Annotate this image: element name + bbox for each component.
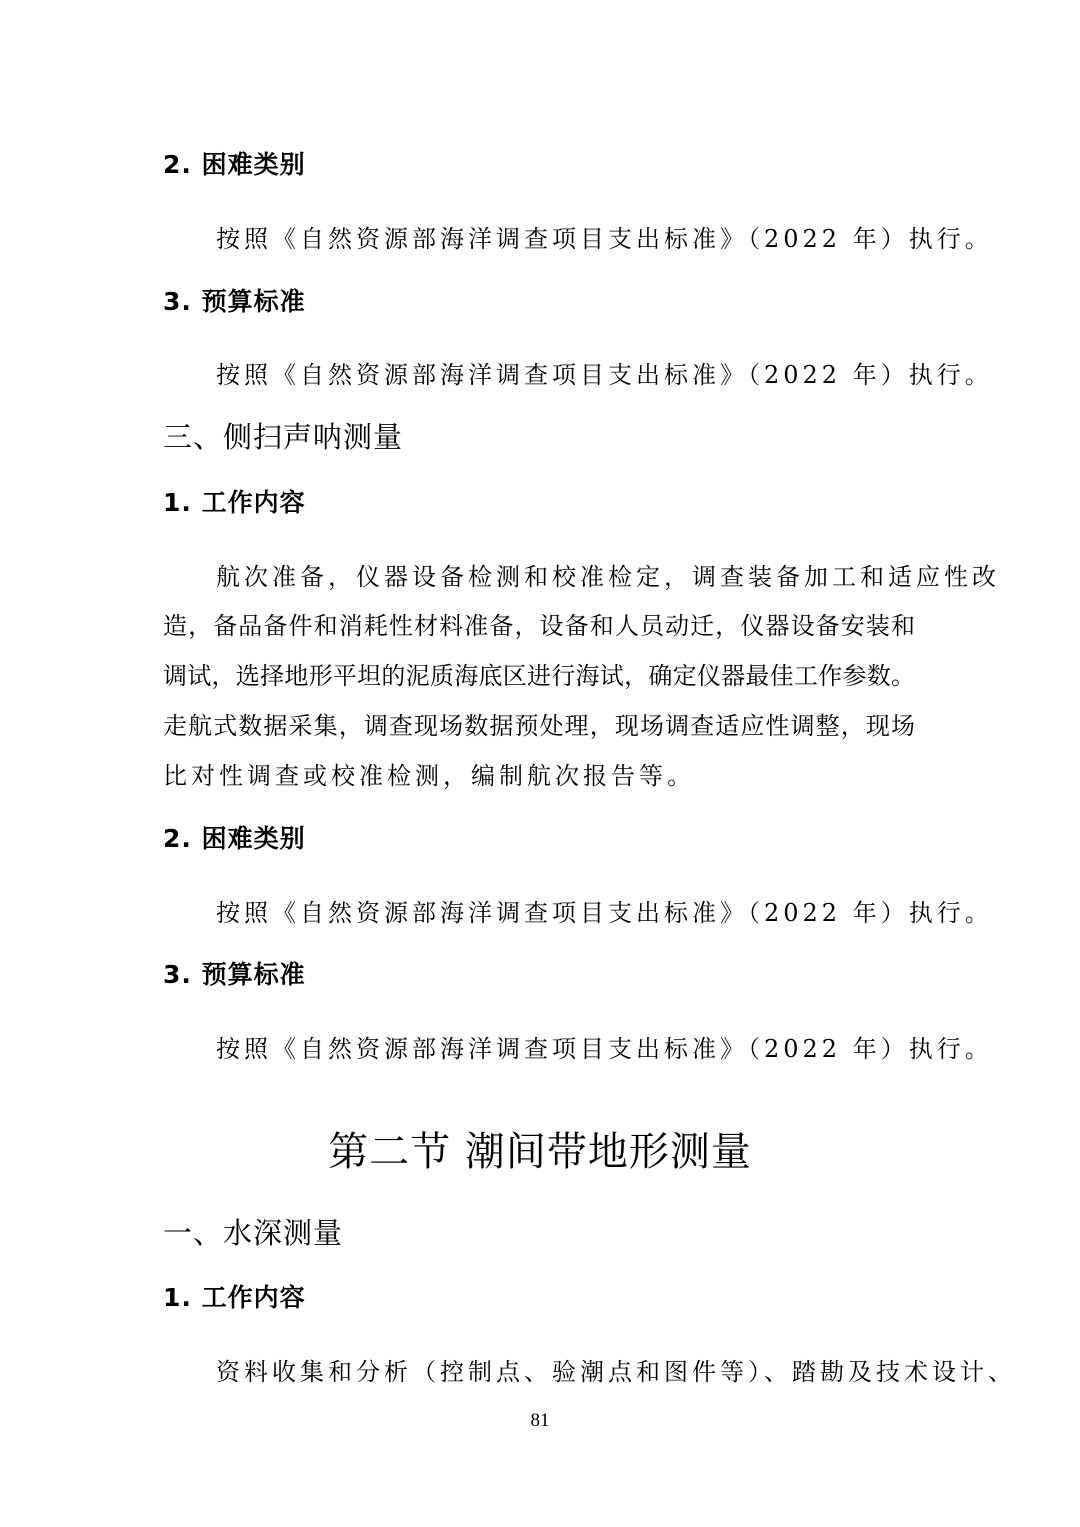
paragraph-budget-standard: 按照《自然资源部海洋调查项目支出标准》（2022 年）执行。 bbox=[216, 361, 993, 389]
section-heading-side-scan-sonar: 三、侧扫声呐测量 bbox=[163, 420, 404, 454]
subheading-budget-standard: 3. 预算标准 bbox=[163, 287, 306, 316]
paragraph-difficulty-standard-2: 按照《自然资源部海洋调查项目支出标准》（2022 年）执行。 bbox=[216, 899, 993, 927]
paragraph-work-content-2: 资料收集和分析（控制点、验潮点和图件等）、踏勘及技术设计、 bbox=[216, 1358, 1016, 1386]
subheading-work-content: 1. 工作内容 bbox=[163, 488, 306, 517]
subheading-difficulty-category-2: 2. 困难类别 bbox=[163, 824, 306, 853]
paragraph-work-content-line-4: 走航式数据采集，调查现场数据预处理，现场调查适应性调整，现场 bbox=[163, 712, 915, 740]
paragraph-difficulty-standard: 按照《自然资源部海洋调查项目支出标准》（2022 年）执行。 bbox=[216, 225, 993, 253]
paragraph-work-content-line-3: 调试，选择地形平坦的泥质海底区进行海试，确定仪器最佳工作参数。 bbox=[163, 662, 915, 690]
chapter-heading-intertidal-terrain: 第二节 潮间带地形测量 bbox=[328, 1129, 752, 1175]
paragraph-work-content-line-5: 比对性调查或校准检测，编制航次报告等。 bbox=[163, 762, 695, 790]
subheading-budget-standard-2: 3. 预算标准 bbox=[163, 960, 306, 989]
paragraph-work-content-line-1: 航次准备，仪器设备检测和校准检定，调查装备加工和适应性改 bbox=[216, 563, 1000, 591]
paragraph-budget-standard-2: 按照《自然资源部海洋调查项目支出标准》（2022 年）执行。 bbox=[216, 1035, 993, 1063]
page-number: 81 bbox=[530, 1410, 550, 1431]
paragraph-work-content-line-2: 造，备品备件和消耗性材料准备，设备和人员动迁，仪器设备安装和 bbox=[163, 612, 915, 640]
section-heading-water-depth: 一、水深测量 bbox=[163, 1216, 344, 1250]
subheading-work-content-2: 1. 工作内容 bbox=[163, 1283, 306, 1312]
subheading-difficulty-category: 2. 困难类别 bbox=[163, 150, 306, 179]
